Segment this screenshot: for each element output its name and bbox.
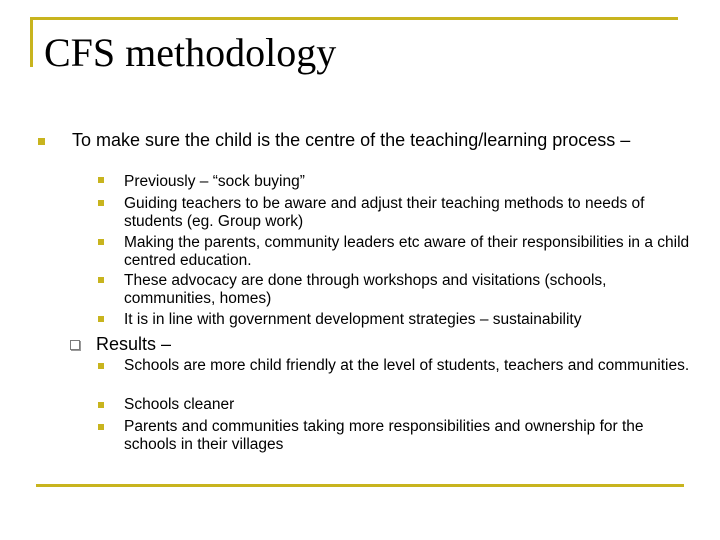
bullet-square-icon — [98, 200, 104, 206]
list-item: Guiding teachers to be aware and adjust their teaching methods to needs of students (eg. Group work) — [124, 195, 645, 230]
list-item: Previously – “sock buying” — [124, 173, 305, 190]
bullet-square-icon — [98, 277, 104, 283]
bullet-square-icon — [98, 316, 104, 322]
bullet-square-icon — [98, 177, 104, 183]
list-item: Schools cleaner — [124, 396, 235, 413]
list-item: Making the parents, community leaders etc aware of their responsibilities in a child centred education. — [124, 234, 690, 269]
bullet-square-icon — [98, 363, 104, 369]
list-item: Schools are more child friendly at the level of students, teachers and communities. — [124, 357, 690, 374]
list-item: It is in line with government development strategies – sustainability — [124, 311, 582, 328]
bullet-square-icon — [98, 424, 104, 430]
left-frame-line — [30, 17, 33, 67]
main-point-text: To make sure the child is the centre of the teaching/learning process – — [72, 130, 631, 150]
bullet-square-icon — [38, 138, 45, 145]
bottom-rule — [36, 484, 684, 487]
slide-title: CFS methodology — [44, 30, 337, 75]
bullet-square-icon — [98, 239, 104, 245]
list-item: These advocacy are done through workshops and visitations (schools, communities, homes) — [124, 272, 607, 307]
hollow-square-bullet-icon — [70, 340, 80, 350]
list-item: Parents and communities taking more responsibilities and ownership for the schools in their villages — [124, 418, 644, 453]
bullet-square-icon — [98, 402, 104, 408]
results-heading: Results – — [96, 334, 172, 354]
top-frame-line — [30, 17, 678, 20]
